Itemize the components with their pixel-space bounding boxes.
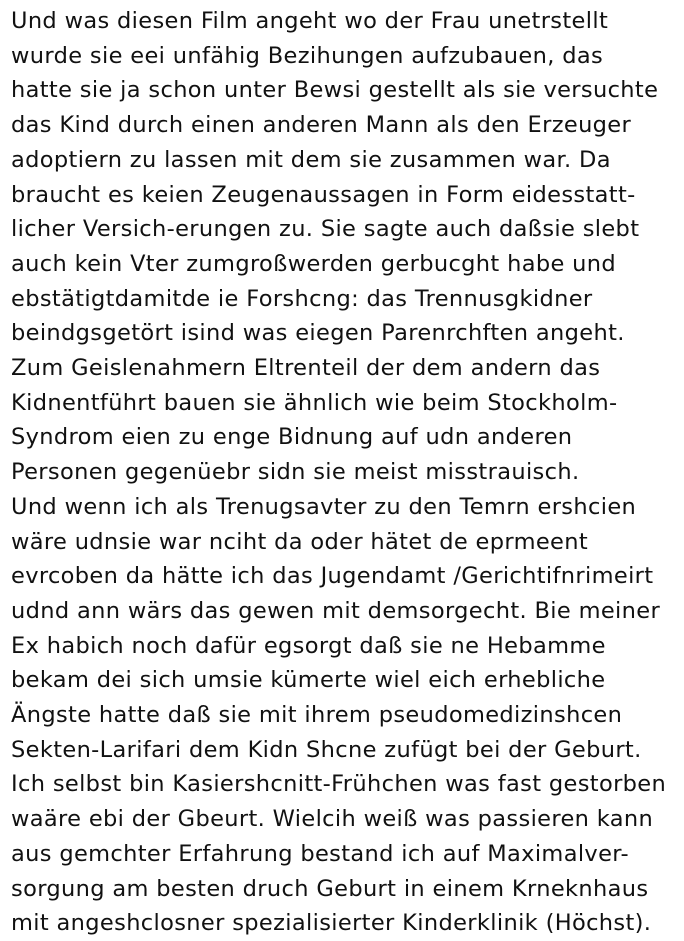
text-line: wäre udnsie war nciht da oder hätet de eprmeent xyxy=(11,528,589,555)
text-line: licher Versich-erungen zu. Sie sagte auch daßsie slebt xyxy=(11,216,640,243)
text-line: Zum Geislenahmern Eltrenteil der dem andern das xyxy=(11,355,601,382)
text-line: Sekten-Larifari dem Kidn Shcne zufügt bei der Geburt. xyxy=(11,736,642,763)
text-line: beindgsgetört isind was eiegen Parenrchften angeht. xyxy=(11,320,625,347)
text-line: adoptiern zu lassen mit dem sie zusammen war. Da xyxy=(11,146,611,173)
body-text xyxy=(11,4,681,941)
text-line: ebstätigtdamitde ie Forshcng: das Trennusgkidner xyxy=(11,285,593,312)
text-line: udnd ann wärs das gewen mit demsorgecht. Bie meiner xyxy=(11,597,661,624)
text-line: sorgung am besten druch Geburt in einem Krneknhaus xyxy=(11,875,649,902)
text-line: auch kein Vter zumgroßwerden gerbucght habe und xyxy=(11,250,617,277)
text-line: waäre ebi der Gbeurt. Wielcih weiß was passieren kann xyxy=(11,806,654,833)
text-line: Ex habich noch dafür egsorgt daß sie ne Hebamme xyxy=(11,632,606,659)
text-line: wurde sie eei unfähig Bezihungen aufzubauen, das xyxy=(11,42,604,69)
text-line: braucht es keien Zeugenaussagen in Form eidesstatt- xyxy=(11,181,636,208)
text-line: Ängste hatte daß sie mit ihrem pseudomedizinshcen xyxy=(11,702,623,729)
text-line: Und wenn ich als Trenugsavter zu den Temrn ershcien xyxy=(11,493,637,520)
text-line: bekam dei sich umsie kümerte wiel eich erhebliche xyxy=(11,667,606,694)
text-line: Personen gegenüebr sidn sie meist misstrauisch. xyxy=(11,459,580,486)
text-line: Ich selbst bin Kasiershcnitt-Frühchen was fast gestorben xyxy=(11,771,667,798)
text-line: Und was diesen Film angeht wo der Frau unetrstellt xyxy=(11,8,609,34)
text-line: Syndrom eien zu enge Bidnung auf udn anderen xyxy=(11,424,573,451)
text-line: das Kind durch einen anderen Mann als den Erzeuger xyxy=(11,112,632,139)
text-line: aus gemchter Erfahrung bestand ich auf Maximalver- xyxy=(11,840,629,867)
text-line: evrcoben da hätte ich das Jugendamt /Gerichtifnrimeirt xyxy=(11,563,654,590)
text-line: hatte sie ja schon unter Bewsi gestellt als sie versuchte xyxy=(11,77,659,104)
text-line: Kidnentführt bauen sie ähnlich wie beim Stockholm- xyxy=(11,389,618,416)
text-line: mit angeshclosner spezialisierter Kinderklinik (Höchst). xyxy=(11,910,652,937)
